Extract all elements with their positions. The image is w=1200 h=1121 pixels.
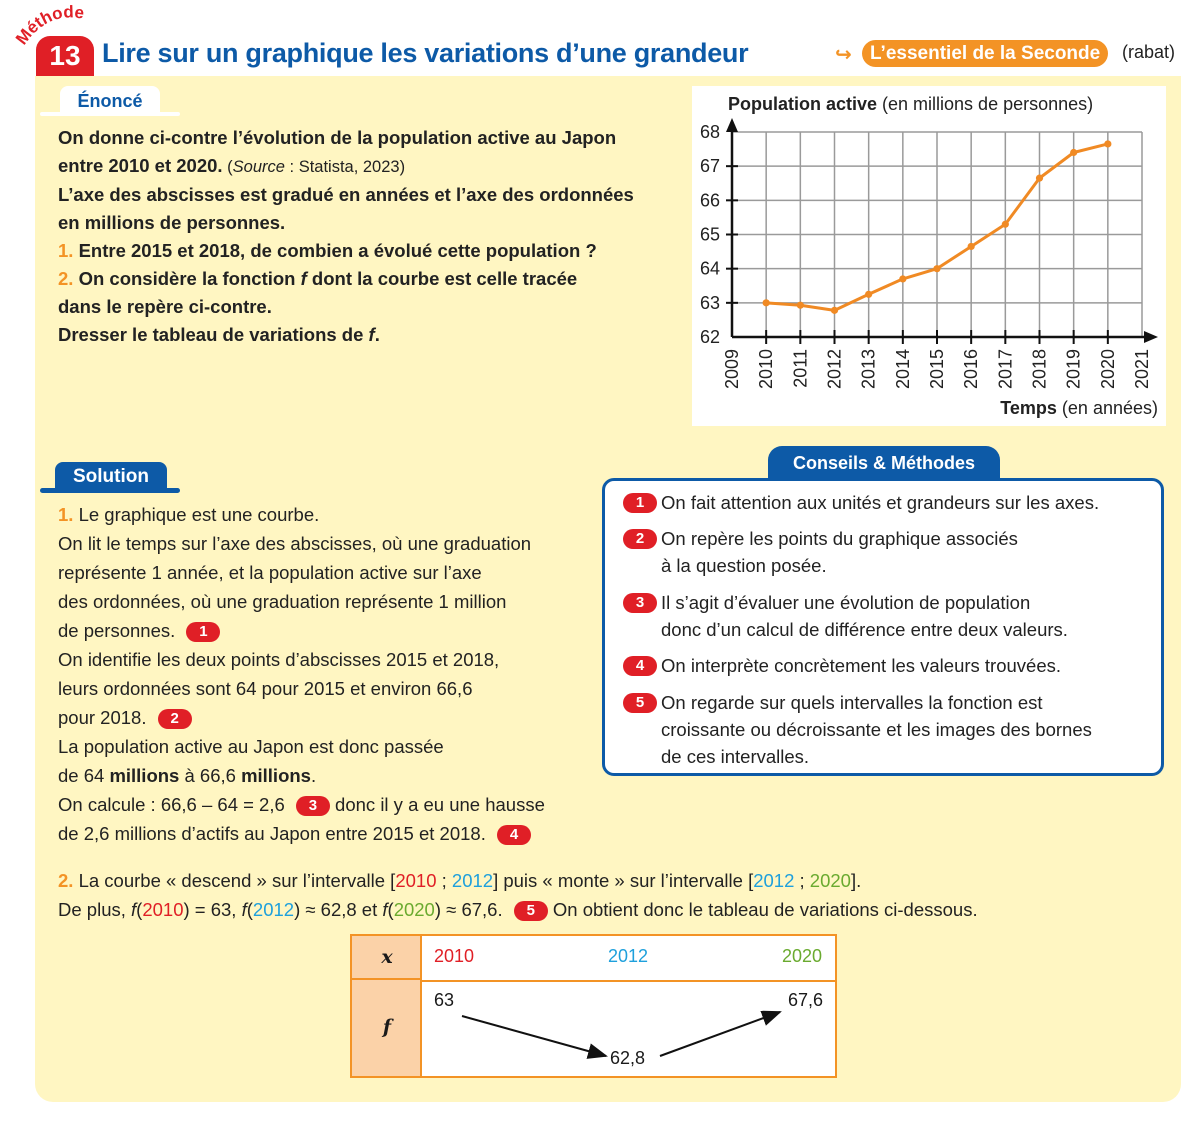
- data-point: [933, 265, 940, 272]
- solution-line: On calcule : 66,6 – 64 = 2,6 3 donc il y a eu une hausse: [58, 794, 545, 815]
- data-point: [831, 307, 838, 314]
- part2-line: 2. La courbe « descend » sur l’intervalle [2010 ; 2012] puis « monte » sur l’intervalle [2012 ; 2020].: [58, 870, 862, 891]
- marker-2: 2: [623, 529, 657, 549]
- solution-tab: Solution: [55, 462, 167, 490]
- x-tick-label: 2017: [995, 349, 1016, 390]
- data-point: [899, 275, 906, 282]
- y-tick-label: 63: [699, 292, 720, 313]
- data-point: [763, 299, 770, 306]
- y-tick-label: 62: [699, 327, 720, 347]
- data-point: [1036, 175, 1043, 182]
- x-tick-label: 2021: [1132, 349, 1152, 390]
- x-tick-label: 2016: [961, 349, 982, 390]
- variation-arrows: [352, 936, 839, 1080]
- statement-line: dans le repère ci-contre.: [58, 296, 272, 317]
- x-tick-label: 2009: [722, 349, 742, 390]
- solution-part-2: [58, 866, 978, 924]
- solution-line: de 64 millions à 66,6 millions.: [58, 765, 317, 786]
- increasing-arrow: [660, 1012, 780, 1056]
- x-tick-label: 2018: [1029, 349, 1050, 390]
- x-value: 2012: [608, 946, 649, 966]
- population-chart: [692, 86, 1166, 426]
- conseils-box: 1 On fait attention aux unités et grandeurs sur les axes. 2 On repère les points du graphique associés à la question posée. 3 Il s’agit d’évaluer une évolution de population donc d’un calcul de différence entre deux valeurs. 4 On interprète concrètement les valeurs trouvées. 5 On regarde sur quels intervalles la fonction est croissante ou décroissante et les images des bornes de ces intervalles.: [602, 478, 1164, 776]
- chart-x-axis-label: Temps (en années): [1000, 398, 1158, 418]
- methode-word: Méthode: [11, 2, 86, 49]
- x-label: x: [381, 946, 393, 968]
- x-tick-label: 2010: [756, 349, 777, 390]
- statement-line: en millions de personnes.: [58, 212, 286, 233]
- f-value: 67,6: [788, 990, 824, 1010]
- solution-line: des ordonnées, où une graduation représente 1 million: [58, 591, 507, 612]
- data-point: [1002, 221, 1009, 228]
- chart-plot: [692, 86, 1166, 426]
- data-point: [1104, 140, 1111, 147]
- y-tick-label: 65: [699, 224, 720, 245]
- solution-line: La population active au Japon est donc passée: [58, 736, 444, 757]
- solution-line: représente 1 année, et la population active sur l’axe: [58, 562, 482, 583]
- solution-line: de 2,6 millions d’actifs au Japon entre 2015 et 2018. 4: [58, 819, 588, 848]
- marker-5: 5: [623, 693, 657, 713]
- variation-table: [350, 934, 837, 1078]
- marker-4: 4: [623, 656, 657, 676]
- marker-1: 1: [186, 622, 220, 642]
- x-axis-arrow-icon: [1144, 331, 1158, 343]
- data-point: [1070, 149, 1077, 156]
- solution-line: 1. Le graphique est une courbe.: [58, 504, 320, 525]
- x-tick-label: 2012: [824, 349, 845, 390]
- f-value: 62,8: [610, 1048, 646, 1068]
- y-tick-label: 64: [699, 258, 720, 279]
- y-tick-label: 66: [699, 190, 720, 211]
- f-label: f: [382, 1016, 392, 1038]
- statement-line: On donne ci-contre l’évolution de la population active au Japon: [58, 127, 617, 148]
- statement-text: [58, 124, 668, 349]
- statement-line: Dresser le tableau de variations de f.: [58, 324, 380, 345]
- solution-line: pour 2018. 2: [58, 703, 588, 732]
- x-value: 2020: [782, 946, 823, 966]
- y-tick-label: 67: [699, 156, 720, 177]
- question-1: 1. Entre 2015 et 2018, de combien a évolué cette population ?: [58, 240, 597, 261]
- marker-5: 5: [514, 901, 548, 921]
- question-2: 2. On considère la fonction f dont la courbe est celle tracée: [58, 268, 578, 289]
- marker-3: 3: [623, 593, 657, 613]
- marker-1: 1: [623, 493, 657, 513]
- data-point: [797, 302, 804, 309]
- part2-line: De plus, f(2010) = 63, f(2012) ≈ 62,8 et f(2020) ≈ 67,6. 5 On obtient donc le tableau de variations ci-dessous.: [58, 899, 978, 920]
- data-point: [865, 291, 872, 298]
- reference-note: (rabat): [1122, 42, 1176, 62]
- marker-2: 2: [158, 709, 192, 729]
- solution-line: de personnes. 1: [58, 616, 588, 645]
- page-title: Lire sur un graphique les variations d’une grandeur: [102, 38, 749, 68]
- chart-title: Population active (en millions de personnes): [728, 94, 1094, 114]
- decreasing-arrow: [462, 1016, 606, 1056]
- solution-line: On identifie les deux points d’abscisses 2015 et 2018,: [58, 649, 500, 670]
- enonce-tab: Énoncé: [60, 86, 160, 114]
- x-value: 2010: [434, 946, 475, 966]
- x-tick-label: 2019: [1063, 349, 1084, 390]
- statement-line: entre 2010 et 2020. (Source : Statista, 2023): [58, 155, 406, 176]
- solution-line: On lit le temps sur l’axe des abscisses, où une graduation: [58, 533, 532, 554]
- x-tick-label: 2011: [790, 349, 811, 388]
- marker-4: 4: [497, 825, 531, 845]
- x-tick-label: 2015: [927, 349, 947, 390]
- marker-3: 3: [296, 796, 330, 816]
- data-point: [968, 243, 975, 250]
- method-number-badge: 13: [36, 36, 94, 76]
- x-tick-label: 2013: [858, 349, 879, 390]
- f-value: 63: [434, 990, 455, 1010]
- y-axis-arrow-icon: [726, 118, 738, 132]
- solution-text: [58, 500, 588, 848]
- y-tick-label: 68: [699, 122, 720, 142]
- solution-line: leurs ordonnées sont 64 pour 2015 et environ 66,6: [58, 678, 473, 699]
- x-tick-label: 2014: [892, 349, 913, 390]
- statement-line: L’axe des abscisses est gradué en années et l’axe des ordonnées: [58, 184, 634, 205]
- conseils-tab: Conseils & Méthodes: [768, 446, 1000, 480]
- reference-link[interactable]: L’essentiel de la Seconde: [862, 40, 1108, 67]
- x-tick-label: 2020: [1097, 349, 1118, 390]
- arrow-right-hook-icon: ↪: [835, 44, 852, 66]
